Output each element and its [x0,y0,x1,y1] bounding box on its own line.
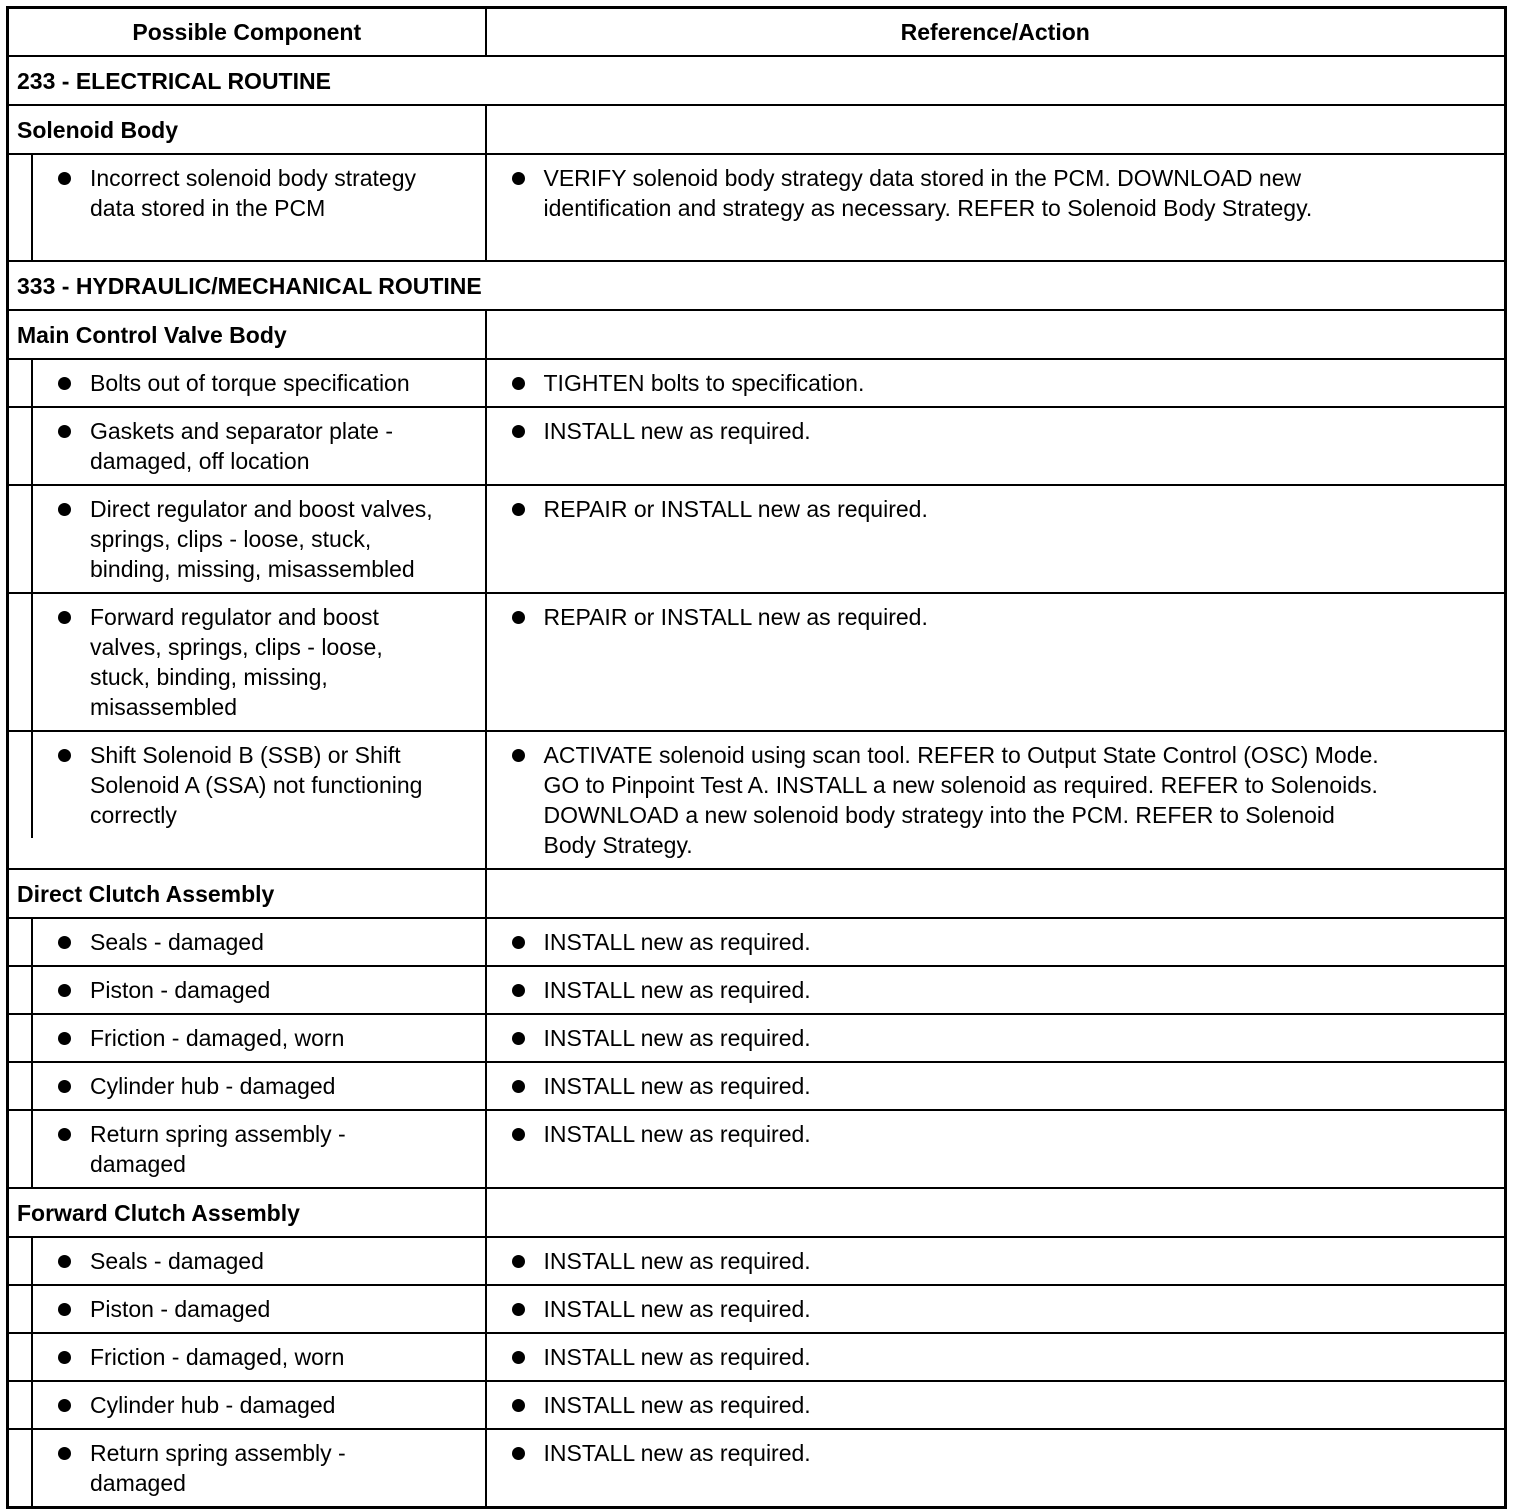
bullet-icon [58,172,71,185]
section-title: 233 - ELECTRICAL ROUTINE [8,56,1506,105]
component-text: Cylinder hub - damaged [90,1392,336,1418]
table-row [8,1110,1506,1188]
diagnostic-table-page [6,6,1507,1509]
group-row [8,310,1506,359]
group-title: Main Control Valve Body [8,310,486,359]
diagnostic-table [6,6,1507,1509]
component-cell [8,1110,486,1188]
action-text: INSTALL new as required. [543,1344,811,1370]
action-cell [486,1429,1506,1508]
table-row [8,1333,1506,1381]
table-row [8,1429,1506,1508]
table-row [8,154,1506,261]
action-cell [486,1110,1506,1188]
component-cell [8,485,486,593]
action-cell [486,731,1506,869]
group-row [8,869,1506,918]
action-text: INSTALL new as required. [543,1073,811,1099]
bullet-icon [512,1128,525,1141]
action-cell [486,1381,1506,1429]
bullet-icon [58,1303,71,1316]
component-text: Friction - damaged, worn [90,1344,345,1370]
component-text: Return spring assembly - damaged [90,1440,346,1496]
action-cell [486,593,1506,731]
action-text: INSTALL new as required. [543,1121,811,1147]
action-text: INSTALL new as required. [543,977,811,1003]
bullet-icon [512,503,525,516]
bullet-icon [512,1303,525,1316]
section-title: 333 - HYDRAULIC/MECHANICAL ROUTINE [8,261,1506,310]
action-text: INSTALL new as required. [543,418,811,444]
section-row [8,261,1506,310]
action-cell [486,1285,1506,1333]
component-cell [8,1381,486,1429]
bullet-icon [512,425,525,438]
group-action-empty [486,310,1506,359]
table-row [8,1014,1506,1062]
component-cell [8,1429,486,1508]
component-text: Piston - damaged [90,977,271,1003]
action-text: INSTALL new as required. [543,1025,811,1051]
indent-column [9,919,33,965]
component-text: Piston - damaged [90,1296,271,1322]
action-cell [486,154,1506,261]
bullet-icon [512,377,525,390]
bullet-icon [58,377,71,390]
table-row [8,1381,1506,1429]
bullet-icon [58,1032,71,1045]
table-body [8,56,1506,1508]
section-row [8,56,1506,105]
bullet-icon [512,611,525,624]
indent-column [9,594,33,730]
component-cell [8,593,486,731]
action-cell [486,1062,1506,1110]
indent-column [9,408,33,484]
bullet-icon [58,1399,71,1412]
bullet-icon [512,1399,525,1412]
group-action-empty [486,1188,1506,1237]
component-cell [8,1237,486,1285]
component-cell [8,1062,486,1110]
action-cell [486,966,1506,1014]
action-cell [486,1014,1506,1062]
component-text: Cylinder hub - damaged [90,1073,336,1099]
group-title: Forward Clutch Assembly [8,1188,486,1237]
component-cell [8,407,486,485]
component-cell [8,1014,486,1062]
action-cell [486,918,1506,966]
indent-column [9,1015,33,1061]
bullet-icon [58,1255,71,1268]
table-row [8,731,1506,869]
table-row [8,966,1506,1014]
indent-column [9,360,33,406]
group-row [8,1188,1506,1237]
action-text: INSTALL new as required. [543,929,811,955]
bullet-icon [58,425,71,438]
indent-column [9,1111,33,1187]
bullet-icon [58,1128,71,1141]
component-text: Direct regulator and boost valves, springs, clips - loose, stuck, binding, missing, misassembled [90,496,433,582]
bullet-icon [58,936,71,949]
component-cell [8,1333,486,1381]
indent-column [9,486,33,592]
bullet-icon [58,1447,71,1460]
action-cell [486,407,1506,485]
header-row [8,8,1506,57]
group-title: Direct Clutch Assembly [8,869,486,918]
component-text: Gaskets and separator plate - damaged, off location [90,418,393,474]
action-text: REPAIR or INSTALL new as required. [543,496,928,522]
group-action-empty [486,105,1506,154]
action-text: REPAIR or INSTALL new as required. [543,604,928,630]
indent-column [9,1238,33,1284]
indent-column [9,1286,33,1332]
component-text: Return spring assembly - damaged [90,1121,346,1177]
component-cell [8,359,486,407]
table-row [8,593,1506,731]
component-text: Friction - damaged, worn [90,1025,345,1051]
bullet-icon [512,1351,525,1364]
bullet-icon [58,611,71,624]
component-text: Seals - damaged [90,1248,264,1274]
component-cell [8,918,486,966]
action-text: INSTALL new as required. [543,1296,811,1322]
bullet-icon [58,1080,71,1093]
bullet-icon [512,749,525,762]
indent-column [9,1382,33,1428]
bullet-icon [512,1080,525,1093]
action-cell [486,1333,1506,1381]
bullet-icon [512,1032,525,1045]
component-cell [8,154,486,261]
action-cell [486,485,1506,593]
component-text: Incorrect solenoid body strategy data stored in the PCM [90,165,417,221]
action-text: INSTALL new as required. [543,1440,811,1466]
indent-column [9,1430,33,1506]
table-row [8,359,1506,407]
bullet-icon [58,749,71,762]
bullet-icon [512,984,525,997]
indent-column [9,1334,33,1380]
component-text: Forward regulator and boost valves, springs, clips - loose, stuck, binding, missing, misassembled [90,604,383,720]
group-row [8,105,1506,154]
component-cell [8,731,486,869]
indent-column [9,732,33,838]
table-row [8,918,1506,966]
bullet-icon [512,172,525,185]
table-row [8,1062,1506,1110]
bullet-icon [512,1447,525,1460]
table-row [8,485,1506,593]
component-text: Shift Solenoid B (SSB) or Shift Solenoid A (SSA) not functioning correctly [90,742,423,828]
header-possible-component: Possible Component [8,8,486,57]
action-text: ACTIVATE solenoid using scan tool. REFER to Output State Control (OSC) Mode. GO to Pinpoint Test A. INSTALL a new solenoid as required. REFER to Solenoids. DOWNLOAD a new solenoid body strategy into the PCM. REFER to Solenoid Body Strategy. [543,742,1379,858]
indent-column [9,155,33,260]
header-reference-action: Reference/Action [486,8,1506,57]
bullet-icon [512,936,525,949]
table-row [8,1237,1506,1285]
action-cell [486,1237,1506,1285]
group-action-empty [486,869,1506,918]
bullet-icon [58,503,71,516]
action-text: INSTALL new as required. [543,1392,811,1418]
component-cell [8,1285,486,1333]
bullet-icon [58,984,71,997]
group-title: Solenoid Body [8,105,486,154]
bullet-icon [58,1351,71,1364]
component-cell [8,966,486,1014]
component-text: Bolts out of torque specification [90,370,410,396]
table-row [8,407,1506,485]
bullet-icon [512,1255,525,1268]
component-text: Seals - damaged [90,929,264,955]
action-text: INSTALL new as required. [543,1248,811,1274]
action-cell [486,359,1506,407]
indent-column [9,1063,33,1109]
table-row [8,1285,1506,1333]
action-text: TIGHTEN bolts to specification. [543,370,865,396]
action-text: VERIFY solenoid body strategy data stored in the PCM. DOWNLOAD new identification and strategy as necessary. REFER to Solenoid Body Strategy. [543,165,1313,221]
indent-column [9,967,33,1013]
